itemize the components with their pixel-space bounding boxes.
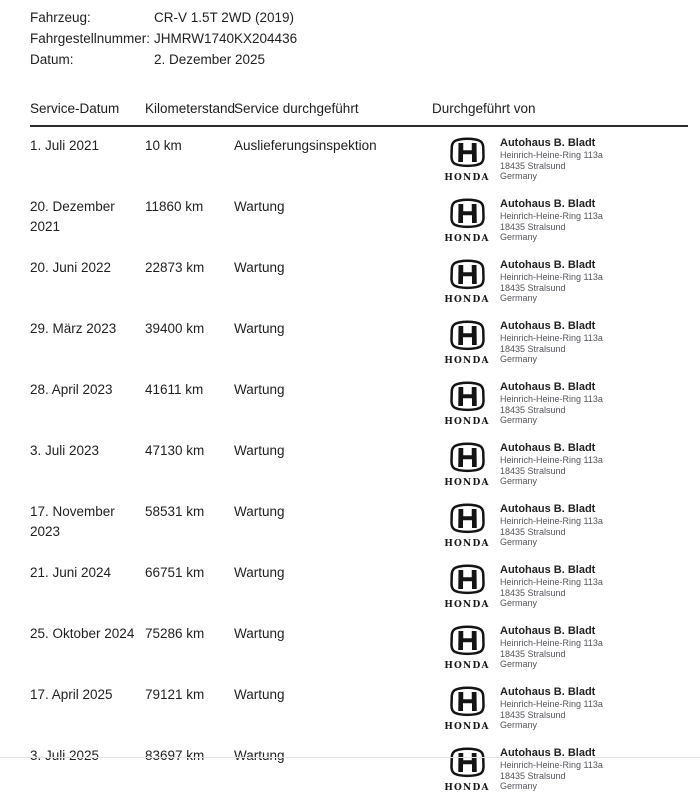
dealer-info [500, 685, 603, 731]
table-row [30, 127, 688, 188]
odometer-cell: 47130 km [145, 443, 205, 458]
dealer-street: Heinrich-Heine-Ring 113a [500, 211, 603, 221]
table-row [30, 188, 688, 249]
dealer-city: 18435 Stralsund [500, 709, 566, 720]
odometer-cell: 58531 km [145, 504, 205, 519]
honda-wordmark: HONDA [444, 600, 490, 610]
date-value: 2. Dezember 2025 [154, 52, 266, 67]
dealer-country: Germany [500, 659, 538, 669]
dealer-city: 18435 Stralsund [500, 770, 566, 781]
honda-wordmark: HONDA [444, 173, 490, 183]
dealer-street: Heinrich-Heine-Ring 113a [500, 394, 603, 404]
honda-logo [442, 624, 492, 676]
table-row [30, 371, 688, 432]
honda-h-icon [449, 381, 486, 412]
service-date-cell: 28. April 2023 [30, 382, 113, 397]
honda-h-icon [449, 503, 486, 534]
dealer-country: Germany [500, 781, 538, 791]
dealer-name: Autohaus B. Bladt [500, 625, 596, 637]
performed-by-cell [432, 380, 688, 432]
dealer-city: 18435 Stralsund [500, 465, 566, 476]
col-header-odometer: Kilometerstand [145, 101, 236, 116]
honda-h-icon [449, 198, 486, 229]
performed-by-cell [432, 136, 688, 188]
service-table-body [30, 127, 688, 798]
table-row [30, 432, 688, 493]
odometer-cell: 10 km [145, 138, 182, 153]
service-done-cell: Wartung [234, 260, 285, 275]
dealer-city: 18435 Stralsund [500, 160, 566, 171]
page-bottom-divider [0, 757, 700, 758]
honda-h-icon [449, 564, 486, 595]
vehicle-value: CR-V 1.5T 2WD (2019) [154, 10, 295, 25]
dealer-info [500, 197, 603, 243]
service-done-cell: Wartung [234, 626, 285, 641]
dealer-street: Heinrich-Heine-Ring 113a [500, 150, 603, 160]
service-date-cell: 3. Juli 2023 [30, 443, 100, 458]
honda-logo [442, 441, 492, 493]
table-row [30, 554, 688, 615]
col-header-service-date: Service-Datum [30, 101, 120, 116]
odometer-cell: 22873 km [145, 260, 205, 275]
dealer-street: Heinrich-Heine-Ring 113a [500, 333, 603, 343]
dealer-city: 18435 Stralsund [500, 648, 566, 659]
performed-by-cell [432, 624, 688, 676]
dealer-country: Germany [500, 171, 538, 181]
honda-logo [442, 685, 492, 737]
performed-by-cell [432, 197, 688, 249]
vin-value: JHMRW1740KX204436 [154, 31, 298, 46]
dealer-name: Autohaus B. Bladt [500, 747, 596, 759]
honda-wordmark: HONDA [444, 295, 490, 305]
dealer-name: Autohaus B. Bladt [500, 259, 596, 271]
service-date-cell: 1. Juli 2021 [30, 138, 100, 153]
performed-by-cell [432, 502, 688, 554]
service-date-cell: 20. Juni 2022 [30, 260, 112, 275]
honda-wordmark: HONDA [444, 539, 490, 549]
odometer-cell: 75286 km [145, 626, 205, 641]
dealer-street: Heinrich-Heine-Ring 113a [500, 272, 603, 282]
service-date-cell: 17. November 2023 [30, 504, 115, 539]
service-done-cell: Wartung [234, 443, 285, 458]
dealer-city: 18435 Stralsund [500, 526, 566, 537]
honda-logo [442, 380, 492, 432]
service-done-cell: Wartung [234, 199, 285, 214]
vehicle-label: Fahrzeug: [30, 10, 91, 25]
dealer-info [500, 624, 603, 670]
table-row [30, 737, 688, 798]
honda-wordmark: HONDA [444, 783, 490, 793]
dealer-name: Autohaus B. Bladt [500, 320, 596, 332]
vehicle-meta [30, 10, 688, 68]
dealer-name: Autohaus B. Bladt [500, 503, 596, 515]
dealer-name: Autohaus B. Bladt [500, 137, 596, 149]
dealer-info [500, 380, 603, 426]
service-date-cell: 3. Juli 2025 [30, 748, 100, 763]
dealer-city: 18435 Stralsund [500, 343, 566, 354]
odometer-cell: 83697 km [145, 748, 205, 763]
service-date-cell: 25. Oktober 2024 [30, 626, 135, 641]
dealer-info [500, 136, 603, 182]
service-date-cell: 17. April 2025 [30, 687, 113, 702]
performed-by-cell [432, 685, 688, 737]
service-done-cell: Wartung [234, 565, 285, 580]
dealer-country: Germany [500, 415, 538, 425]
honda-h-icon [449, 442, 486, 473]
dealer-info [500, 502, 603, 548]
dealer-country: Germany [500, 354, 538, 364]
performed-by-cell [432, 441, 688, 493]
honda-h-icon [449, 320, 486, 351]
service-done-cell: Auslieferungsinspektion [234, 138, 377, 153]
honda-logo [442, 258, 492, 310]
honda-wordmark: HONDA [444, 417, 490, 427]
vin-label: Fahrgestellnummer: [30, 31, 151, 46]
dealer-name: Autohaus B. Bladt [500, 198, 596, 210]
dealer-info [500, 441, 603, 487]
service-done-cell: Wartung [234, 504, 285, 519]
honda-h-icon [449, 137, 486, 168]
performed-by-cell [432, 319, 688, 371]
performed-by-cell [432, 746, 688, 798]
date-label: Datum: [30, 52, 74, 67]
dealer-city: 18435 Stralsund [500, 587, 566, 598]
honda-wordmark: HONDA [444, 722, 490, 732]
dealer-street: Heinrich-Heine-Ring 113a [500, 516, 603, 526]
service-done-cell: Wartung [234, 321, 285, 336]
honda-h-icon [449, 625, 486, 656]
service-date-cell: 20. Dezember 2021 [30, 199, 115, 234]
table-header-row [30, 101, 688, 127]
honda-h-icon [449, 686, 486, 717]
dealer-name: Autohaus B. Bladt [500, 381, 596, 393]
dealer-country: Germany [500, 293, 538, 303]
service-date-cell: 21. Juni 2024 [30, 565, 112, 580]
dealer-street: Heinrich-Heine-Ring 113a [500, 699, 603, 709]
dealer-city: 18435 Stralsund [500, 404, 566, 415]
col-header-service-done: Service durchgeführt [234, 101, 359, 116]
service-done-cell: Wartung [234, 687, 285, 702]
performed-by-cell [432, 563, 688, 615]
dealer-country: Germany [500, 598, 538, 608]
odometer-cell: 41611 km [145, 382, 204, 397]
dealer-city: 18435 Stralsund [500, 221, 566, 232]
table-row [30, 249, 688, 310]
dealer-street: Heinrich-Heine-Ring 113a [500, 638, 603, 648]
dealer-street: Heinrich-Heine-Ring 113a [500, 577, 603, 587]
honda-logo [442, 563, 492, 615]
dealer-country: Germany [500, 232, 538, 242]
dealer-street: Heinrich-Heine-Ring 113a [500, 455, 603, 465]
dealer-info [500, 746, 603, 792]
honda-wordmark: HONDA [444, 234, 490, 244]
dealer-info [500, 563, 603, 609]
dealer-info [500, 319, 603, 365]
dealer-city: 18435 Stralsund [500, 282, 566, 293]
odometer-cell: 11860 km [145, 199, 204, 214]
dealer-street: Heinrich-Heine-Ring 113a [500, 760, 603, 770]
honda-logo [442, 319, 492, 371]
table-row [30, 493, 688, 554]
odometer-cell: 66751 km [145, 565, 205, 580]
honda-logo [442, 136, 492, 188]
honda-wordmark: HONDA [444, 478, 490, 488]
honda-wordmark: HONDA [444, 661, 490, 671]
service-done-cell: Wartung [234, 382, 285, 397]
dealer-name: Autohaus B. Bladt [500, 442, 596, 454]
dealer-name: Autohaus B. Bladt [500, 564, 596, 576]
table-row [30, 310, 688, 371]
honda-h-icon [449, 259, 486, 290]
odometer-cell: 79121 km [145, 687, 205, 702]
service-history-table [30, 101, 688, 798]
dealer-info [500, 258, 603, 304]
honda-logo [442, 746, 492, 798]
service-date-cell: 29. März 2023 [30, 321, 117, 336]
col-header-performed-by: Durchgeführt von [432, 101, 536, 116]
dealer-country: Germany [500, 720, 538, 730]
honda-wordmark: HONDA [444, 356, 490, 366]
performed-by-cell [432, 258, 688, 310]
honda-logo [442, 502, 492, 554]
table-row [30, 676, 688, 737]
honda-logo [442, 197, 492, 249]
dealer-country: Germany [500, 537, 538, 547]
odometer-cell: 39400 km [145, 321, 205, 336]
dealer-name: Autohaus B. Bladt [500, 686, 596, 698]
table-row [30, 615, 688, 676]
service-done-cell: Wartung [234, 748, 285, 763]
dealer-country: Germany [500, 476, 538, 486]
